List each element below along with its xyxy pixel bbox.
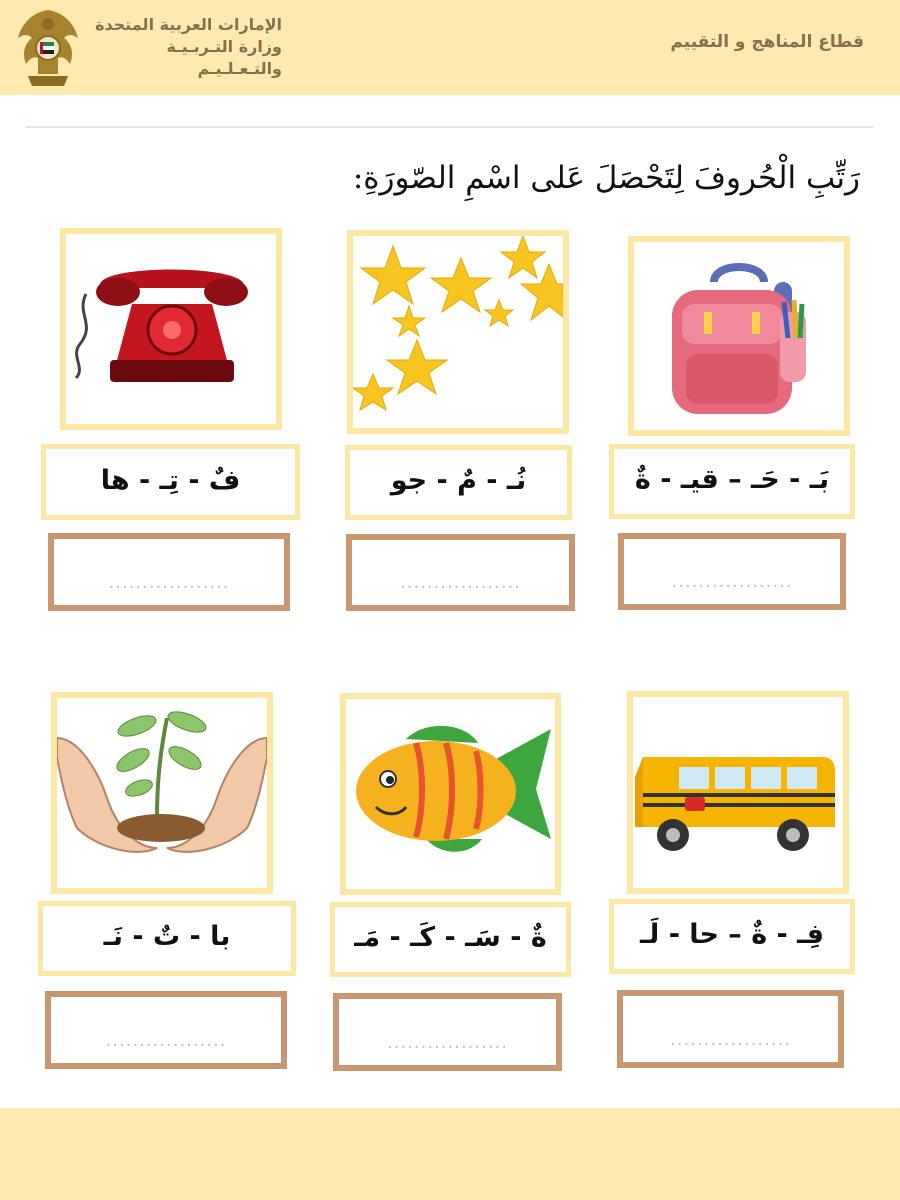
header-divider (25, 126, 873, 128)
footer-band (0, 1108, 900, 1200)
telephone-icon (66, 234, 276, 424)
answer-box[interactable] (617, 990, 844, 1068)
answer-dotted-line: .................. (400, 572, 521, 593)
picture-frame-school-bag (628, 236, 850, 436)
answer-dotted-line: .................. (670, 1029, 791, 1050)
letters-text: نُـ - مٌ - جو (390, 465, 527, 496)
uae-emblem-icon (14, 4, 82, 90)
ministry-line-name: وزارة التـربـيـة والتـعـلـيـم (166, 37, 282, 78)
answer-dotted-line: .................. (105, 1030, 227, 1051)
answer-dotted-line: .................. (108, 572, 230, 593)
letters-box (330, 902, 571, 977)
letters-text: فِـ - ةٌ – حا - لَـ (639, 919, 825, 950)
plant-icon (57, 698, 267, 888)
ministry-title (92, 14, 282, 80)
letters-box (41, 444, 300, 520)
picture-frame-school-bus (627, 691, 849, 894)
letters-text: فٌ - تِـ - ها (100, 465, 241, 496)
answer-dotted-line: .................. (671, 571, 793, 592)
school-bag-icon (634, 242, 844, 430)
letters-box (345, 445, 572, 520)
stars-icon (353, 236, 563, 428)
letters-text: بَـ - حَـ – قيـ - ةٌ (634, 464, 830, 495)
picture-frame-fish (340, 693, 561, 895)
answer-box[interactable] (333, 993, 562, 1071)
letters-text: با - تٌ - نَـ (103, 921, 231, 952)
answer-dotted-line: .................. (387, 1032, 508, 1053)
answer-box[interactable] (48, 533, 290, 611)
instruction-text: رَتِّبِ الْحُروفَ لِتَحْصَلَ عَلى اسْمِ الصّورَةِ: (352, 160, 860, 196)
picture-frame-plant (51, 692, 273, 894)
school-bus-icon (633, 697, 843, 888)
ministry-line-country: الإمارات العربية المتحدة (95, 15, 282, 34)
answer-box[interactable] (618, 533, 846, 610)
fish-icon (346, 699, 555, 889)
letters-box (38, 901, 296, 976)
sector-title: قطاع المناهج و التقييم (670, 32, 864, 52)
picture-frame-telephone (60, 228, 282, 430)
letters-text: ةٌ - سَـ - كَـ - مَـ (354, 922, 547, 953)
letters-box (609, 899, 855, 974)
letters-box (609, 444, 855, 519)
answer-box[interactable] (346, 534, 575, 611)
answer-box[interactable] (45, 991, 287, 1069)
header-band (0, 0, 900, 95)
picture-frame-stars (347, 230, 569, 434)
